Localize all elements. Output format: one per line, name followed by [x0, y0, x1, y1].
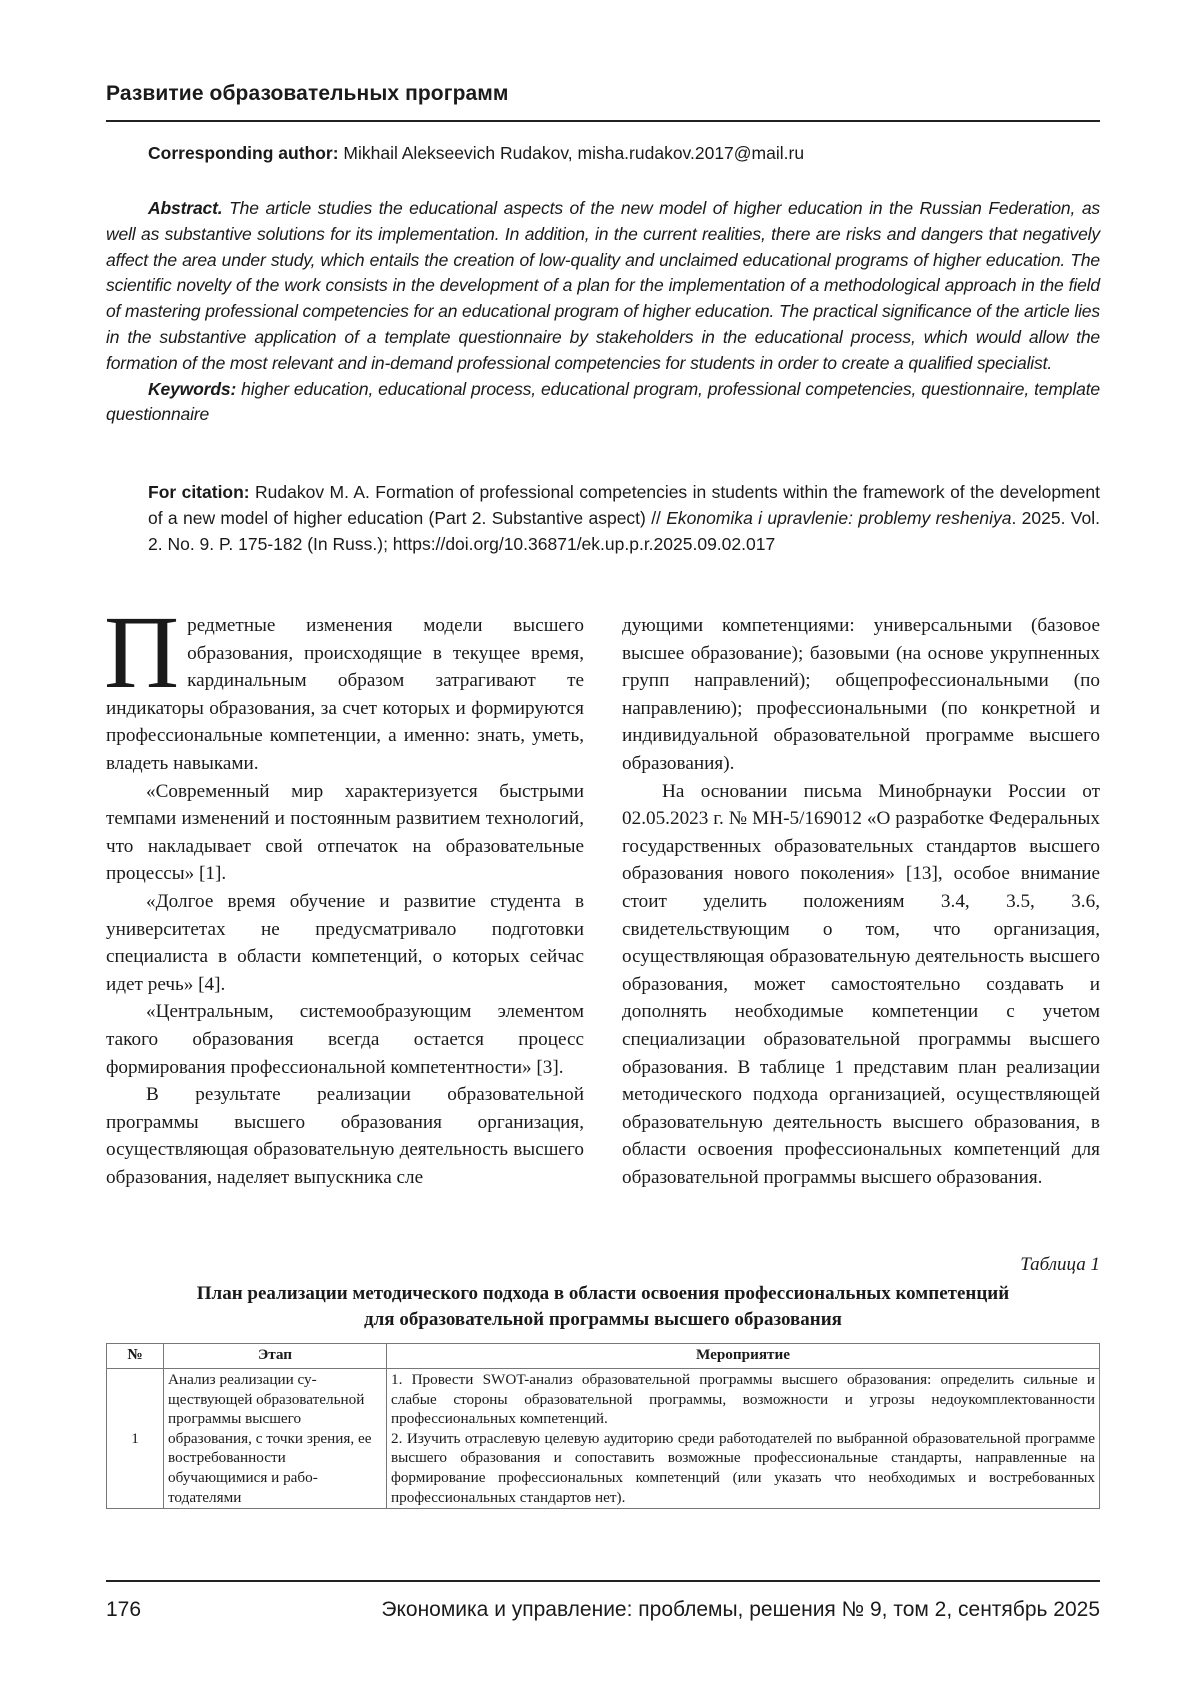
- citation-journal: Ekonomika i upravlenie: problemy resheniya: [666, 507, 1012, 528]
- abstract-paragraph: [106, 196, 1100, 377]
- body-column-right: [622, 612, 1100, 1191]
- corresponding-author-text: Mikhail Alekseevich Rudakov, misha.rudakov.2017@mail.ru: [338, 143, 805, 163]
- abstract-label: Abstract.: [148, 198, 223, 218]
- citation-text-before: Rudakov M. A. Formation of professional competencies in students within the framework of the development of a new model of higher education (Part 2. Substantive aspect) //: [148, 482, 1100, 528]
- table-row: [107, 1369, 1100, 1509]
- cell-action: [387, 1369, 1100, 1509]
- table-header-row: [107, 1344, 1100, 1369]
- header-rule: [106, 120, 1100, 122]
- corresponding-author: [148, 143, 804, 164]
- citation-text-after: . 2025. Vol. 2. No. 9. P. 175-182 (In Russ.); https://doi.org/10.36871/ek.up.p.r.2025.09.02.017: [148, 507, 1100, 554]
- keywords-paragraph: [106, 377, 1100, 429]
- keywords-text: higher education, educational process, educational program, professional competencies, questionnaire, template questionnaire: [106, 378, 1100, 425]
- column-header-stage: Этап: [164, 1344, 387, 1369]
- body-paragraph: В результате реализации образовательной программы высшего образования организация, осуществляющая образовательную деятельность высшего образования, наделяет выпускника сле: [106, 1084, 584, 1188]
- action-item: 1. Провести SWOT-анализ образовательной программы высшего образования: определить сильные и слабые стороны образовательной программы, возможности и угрозы недоукомплектованности профессиональных компетенций.: [391, 1371, 1095, 1428]
- body-paragraph: «Современный мир характеризуется быстрыми темпами изменений и постоянным развитием технологий, что накладывает свой отпечаток на образовательные процессы» [1].: [106, 780, 584, 885]
- table-label: Таблица 1: [1020, 1254, 1100, 1275]
- cell-stage: Анализ реализации существующей образовательной программы высшего образования, с точки зрения, ее востребованности обучающимися и работодателями: [164, 1369, 387, 1509]
- journal-issue: Экономика и управление: проблемы, решения № 9, том 2, сентябрь 2025: [381, 1598, 1100, 1621]
- cell-number: 1: [107, 1369, 164, 1509]
- body-paragraph: «Долгое время обучение и развитие студента в университетах не предусматривало подготовки специалиста в области компетенций, о которых сейчас идет речь» [4].: [106, 890, 584, 995]
- action-item: 2. Изучить отраслевую целевую аудиторию среди работодателей по выбранной образовательной программе высшего образования и сопоставить возможные профессиональные стандарты, направленные на формирование профессиональных компетенций (или указать что необходимых и востребованных профессиональных стандартов нет).: [391, 1429, 1095, 1506]
- body-paragraph: На основании письма Минобрнауки России от 02.05.2023 г. № МН-5/169012 «О разработке Федеральных государственных образовательных стандартов высшего образования нового поколения» [13], особое внимание стоит уделить положениям 3.4, 3.5, 3.6, свидетельствующим о том, что организация, осуществляющая образовательную деятельность высшего образования, может самостоятельно создавать и дополнять необходимые компетенции с учетом специализации образовательной программы высшего образования. В таблице 1 представим план реализации методического подхода организацией, осуществляющей образовательную деятельность высшего образования, в области освоения профессиональных компетенций для образовательной программы высшего образования.: [622, 780, 1100, 1188]
- body-paragraph: дующими компетенциями: универсальными (базовое высшее образование); базовыми (на основе укрупненных групп направлений); общепрофессиональными (по направлению); профессиональными (по конкретной и индивидуальной образовательной программе высшего образования).: [622, 615, 1100, 774]
- citation-label: For citation:: [148, 482, 250, 502]
- corresponding-author-label: Corresponding author:: [148, 143, 339, 163]
- drop-cap: П: [104, 595, 180, 710]
- page-number: 176: [106, 1598, 142, 1621]
- table-title-line: План реализации методического подхода в области освоения профессиональных компетенций: [196, 1283, 1010, 1304]
- column-header-action: Мероприятие: [387, 1344, 1100, 1369]
- plan-table: [106, 1343, 1100, 1509]
- section-header: Развитие образовательных программ: [106, 82, 509, 105]
- table-title: [106, 1281, 1100, 1333]
- table-title-line: для образовательной программы высшего образования: [364, 1309, 842, 1330]
- footer-rule: [106, 1580, 1100, 1582]
- keywords-label: Keywords:: [148, 378, 237, 399]
- body-paragraph: «Центральным, системообразующим элементом такого образования всегда остается процесс формирования профессиональной компетентности» [3].: [106, 1001, 584, 1078]
- body-column-left: [104, 595, 584, 1191]
- abstract-text: The article studies the educational aspects of the new model of higher education in the Russian Federation, as well as substantive solutions for its implementation. In addition, in the current realities, there are risks and dangers that negatively affect the area under study, which entails the creation of low-quality and unclaimed educational programs of higher education. The scientific novelty of the work consists in the development of a plan for the implementation of a methodological approach in the field of mastering professional competencies for an educational program of higher education. The practical significance of the article lies in the substantive application of a template questionnaire by stakeholders in the educational process, which would allow the formation of the most relevant and in-demand professional competencies for students in order to create a qualified specialist.: [106, 198, 1100, 373]
- abstract-block: [106, 196, 1100, 428]
- citation-block: [148, 480, 1100, 557]
- column-header-number: №: [107, 1344, 164, 1369]
- body-paragraph: Предметные изменения модели высшего образования, происходящие в текущее время, кардинальным образом затрагивают те индикаторы образования, за счет которых и формируются профессиональные компетенции, а именно: знать, уметь, владеть навыками.: [104, 595, 584, 774]
